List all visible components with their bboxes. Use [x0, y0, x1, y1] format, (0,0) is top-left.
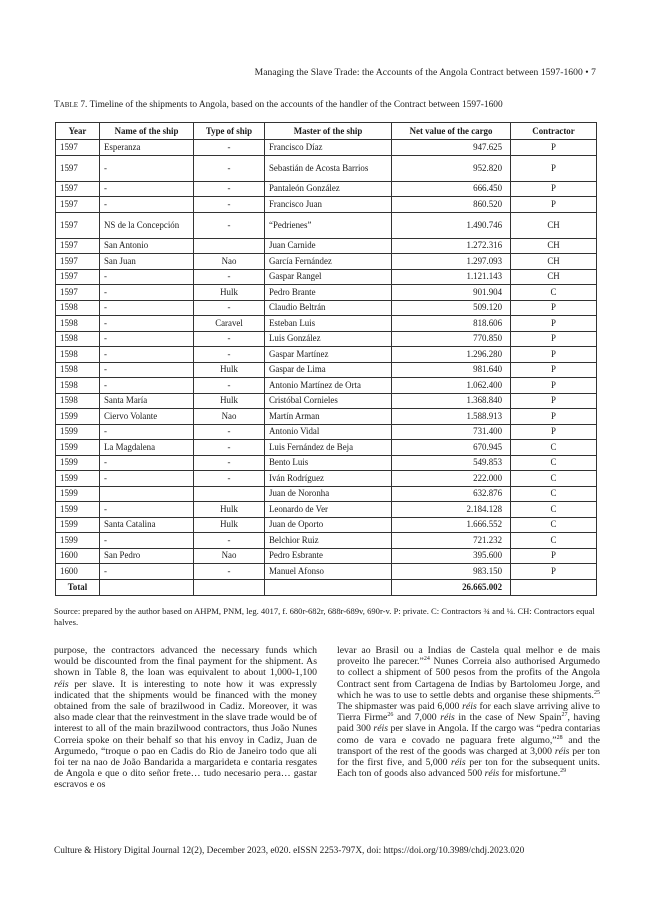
- total-empty-cell: [100, 579, 194, 595]
- total-empty-cell: [194, 579, 265, 595]
- contractor-cell: P: [511, 409, 597, 425]
- contractor-cell: P: [511, 424, 597, 440]
- net-value-cell: 1.272.316: [392, 238, 511, 254]
- contractor-cell: P: [511, 197, 597, 213]
- net-value-cell: 549.853: [392, 455, 511, 471]
- master-cell: Iván Rodríguez: [265, 471, 392, 487]
- contractor-cell: P: [511, 393, 597, 409]
- text-run: per slave in Angola. If the cargo was “pedra contarias como de vara e covado ne paguara frete algumo,”: [337, 723, 600, 746]
- ship-type-cell: -: [194, 347, 265, 363]
- table-row: [56, 533, 597, 549]
- contractor-cell: C: [511, 502, 597, 518]
- master-cell: Pedro Brante: [265, 285, 392, 301]
- year-cell: 1598: [56, 378, 100, 394]
- table-row: [56, 564, 597, 580]
- master-cell: Juan Carnide: [265, 238, 392, 254]
- net-value-cell: 1.368.840: [392, 393, 511, 409]
- net-value-cell: 509.120: [392, 300, 511, 316]
- ship-type-cell: -: [194, 471, 265, 487]
- running-head: Managing the Slave Trade: the Accounts of the Angola Contract between 1597-1600 • 7: [254, 67, 596, 78]
- caption-text: Timeline of the shipments to Angola, based on the accounts of the handler of the Contract between 1597-1600: [87, 100, 503, 110]
- text-run: The shipmaster was paid 6,000: [337, 701, 463, 713]
- net-value-cell: 395.600: [392, 548, 511, 564]
- ship-type-cell: -: [194, 300, 265, 316]
- table-row: [56, 155, 597, 181]
- contractor-cell: P: [511, 300, 597, 316]
- text-run: réis: [554, 745, 570, 757]
- ship-type-cell: [194, 238, 265, 254]
- table-source-note: Source: prepared by the author based on AHPM, PNM, leg. 4017, f. 680r-682r, 688r-689v, 690r-v. P: private. C: Contractors ¾ and ¼. CH: Contractors equal halves.: [54, 606, 595, 627]
- header-ship-type: Type of ship: [194, 123, 265, 140]
- net-value-cell: 952.820: [392, 155, 511, 181]
- table-body: [56, 140, 597, 580]
- net-value-cell: 1.296.280: [392, 347, 511, 363]
- master-cell: Juan de Noronha: [265, 486, 392, 502]
- master-cell: Martín Arman: [265, 409, 392, 425]
- master-cell: Bento Luis: [265, 455, 392, 471]
- master-cell: Francisco Juan: [265, 197, 392, 213]
- master-cell: Manuel Afonso: [265, 564, 392, 580]
- master-cell: Cristóbal Cornieles: [265, 393, 392, 409]
- caption-label: Table 7.: [54, 100, 88, 110]
- year-cell: 1597: [56, 140, 100, 156]
- ship-type-cell: Hulk: [194, 517, 265, 533]
- ship-name-cell: -: [100, 362, 194, 378]
- ship-type-cell: -: [194, 331, 265, 347]
- table-row: [56, 285, 597, 301]
- table-row: [56, 347, 597, 363]
- table-row: [56, 378, 597, 394]
- table-row: [56, 181, 597, 197]
- year-cell: 1598: [56, 331, 100, 347]
- footnote-ref: 25: [594, 689, 600, 696]
- master-cell: Pantaleón González: [265, 181, 392, 197]
- footnote-ref: 24: [423, 655, 430, 662]
- ship-type-cell: -: [194, 140, 265, 156]
- text-run: réis: [440, 712, 455, 724]
- text-run: levar ao Brasil ou a Indias de Castela qual melhor e de mais proveito lhe parecer.”: [337, 645, 600, 668]
- master-cell: Luis González: [265, 331, 392, 347]
- year-cell: 1599: [56, 440, 100, 456]
- table-row: [56, 471, 597, 487]
- footnote-ref: 27: [561, 711, 568, 718]
- table-row: [56, 331, 597, 347]
- master-cell: Antonio Vidal: [265, 424, 392, 440]
- total-empty-cell: [265, 579, 392, 595]
- table-row: [56, 440, 597, 456]
- text-run: and the transport of the rest of the goods was charged at 3,000: [337, 734, 600, 757]
- net-value-cell: 222.000: [392, 471, 511, 487]
- text-run: per ton for the first five, and 5,000: [337, 745, 600, 769]
- year-cell: 1597: [56, 254, 100, 270]
- text-run: and 7,000: [393, 712, 441, 724]
- year-cell: 1598: [56, 347, 100, 363]
- contractor-cell: C: [511, 440, 597, 456]
- master-cell: Francisco Díaz: [265, 140, 392, 156]
- contractor-cell: CH: [511, 212, 597, 238]
- text-run: Nunes Correia also authorised Argumedo to collect a shipment of 500 pesos from the profits of the Angola Contract sent from Cartagena de Indias by Bartolomeu Jorge, and which he was to use to settle debts and organise these shipments.: [337, 656, 600, 701]
- ship-name-cell: -: [100, 378, 194, 394]
- contractor-cell: P: [511, 181, 597, 197]
- net-value-cell: 770.850: [392, 331, 511, 347]
- table-row: [56, 409, 597, 425]
- footnote-ref: 26: [387, 711, 394, 718]
- net-value-cell: 2.184.128: [392, 502, 511, 518]
- year-cell: 1597: [56, 285, 100, 301]
- year-cell: 1599: [56, 409, 100, 425]
- table-row: [56, 212, 597, 238]
- table-caption: [54, 100, 503, 110]
- year-cell: 1598: [56, 300, 100, 316]
- contractor-cell: C: [511, 285, 597, 301]
- net-value-cell: 632.876: [392, 486, 511, 502]
- ship-type-cell: -: [194, 455, 265, 471]
- ship-type-cell: -: [194, 212, 265, 238]
- text-run: réis: [373, 723, 389, 735]
- master-cell: “Pedrienes”: [265, 212, 392, 238]
- master-cell: Sebastián de Acosta Barrios: [265, 155, 392, 181]
- total-empty-cell: [511, 579, 597, 595]
- net-value-cell: 981.640: [392, 362, 511, 378]
- year-cell: 1597: [56, 212, 100, 238]
- contractor-cell: CH: [511, 238, 597, 254]
- year-cell: 1600: [56, 548, 100, 564]
- text-run: réis: [484, 768, 500, 780]
- header-net-value: Net value of the cargo: [392, 123, 511, 140]
- contractor-cell: P: [511, 155, 597, 181]
- contractor-cell: P: [511, 140, 597, 156]
- year-cell: 1599: [56, 455, 100, 471]
- footnote-ref: 28: [556, 734, 563, 741]
- master-cell: Gaspar Martínez: [265, 347, 392, 363]
- ship-name-cell: San Antonio: [100, 238, 194, 254]
- year-cell: 1600: [56, 564, 100, 580]
- text-run: réis: [451, 757, 466, 769]
- ship-name-cell: -: [100, 316, 194, 332]
- ship-type-cell: [194, 486, 265, 502]
- ship-name-cell: San Juan: [100, 254, 194, 270]
- ship-name-cell: -: [100, 197, 194, 213]
- shipments-table: [55, 122, 597, 596]
- year-cell: 1597: [56, 155, 100, 181]
- table-row: [56, 486, 597, 502]
- table-total-row: [56, 579, 597, 595]
- ship-name-cell: -: [100, 155, 194, 181]
- text-run: , having paid 300: [337, 712, 601, 735]
- ship-name-cell: La Magdalena: [100, 440, 194, 456]
- net-value-cell: 947.625: [392, 140, 511, 156]
- net-value-cell: 666.450: [392, 181, 511, 197]
- ship-name-cell: -: [100, 502, 194, 518]
- net-value-cell: 731.400: [392, 424, 511, 440]
- ship-name-cell: Ciervo Volante: [100, 409, 194, 425]
- ship-type-cell: Caravel: [194, 316, 265, 332]
- table-row: [56, 238, 597, 254]
- text-run: for misfortune.: [499, 768, 561, 780]
- body-text-left-column: [54, 645, 317, 791]
- year-cell: 1597: [56, 269, 100, 285]
- ship-name-cell: -: [100, 564, 194, 580]
- table-row: [56, 517, 597, 533]
- net-value-cell: 901.904: [392, 285, 511, 301]
- contractor-cell: P: [511, 548, 597, 564]
- table-row: [56, 197, 597, 213]
- ship-name-cell: -: [100, 285, 194, 301]
- ship-name-cell: Santa Catalina: [100, 517, 194, 533]
- total-value: 26.665.002: [392, 579, 511, 595]
- year-cell: 1598: [56, 316, 100, 332]
- text-run: réis: [462, 701, 477, 713]
- ship-type-cell: Nao: [194, 548, 265, 564]
- ship-name-cell: [100, 486, 194, 502]
- text-run: per ton for the subsequent units. Each ton of goods also advanced 500: [337, 757, 600, 780]
- body-text-right-column: [337, 645, 600, 779]
- ship-type-cell: Nao: [194, 409, 265, 425]
- master-cell: Pedro Esbrante: [265, 548, 392, 564]
- ship-type-cell: -: [194, 155, 265, 181]
- year-cell: 1599: [56, 502, 100, 518]
- master-cell: García Fernández: [265, 254, 392, 270]
- net-value-cell: 860.520: [392, 197, 511, 213]
- table-row: [56, 300, 597, 316]
- ship-type-cell: -: [194, 181, 265, 197]
- ship-type-cell: -: [194, 269, 265, 285]
- master-cell: Leonardo de Ver: [265, 502, 392, 518]
- ship-name-cell: Santa María: [100, 393, 194, 409]
- net-value-cell: 721.232: [392, 533, 511, 549]
- ship-type-cell: Hulk: [194, 285, 265, 301]
- table-row: [56, 362, 597, 378]
- contractor-cell: CH: [511, 254, 597, 270]
- table-row: [56, 548, 597, 564]
- ship-type-cell: -: [194, 197, 265, 213]
- table-row: [56, 455, 597, 471]
- ship-type-cell: -: [194, 533, 265, 549]
- net-value-cell: 1.666.552: [392, 517, 511, 533]
- year-cell: 1599: [56, 533, 100, 549]
- ship-name-cell: -: [100, 455, 194, 471]
- ship-type-cell: -: [194, 378, 265, 394]
- contractor-cell: C: [511, 517, 597, 533]
- year-cell: 1597: [56, 238, 100, 254]
- text-run: purpose, the contractors advanced the necessary funds which would be discounted from the final payment for the shipment. As shown in Table 8, the loan was equivalent to about 1,000-1,100: [54, 645, 317, 679]
- master-cell: Antonio Martínez de Orta: [265, 378, 392, 394]
- net-value-cell: 818.606: [392, 316, 511, 332]
- ship-type-cell: Hulk: [194, 502, 265, 518]
- contractor-cell: C: [511, 486, 597, 502]
- year-cell: 1598: [56, 393, 100, 409]
- ship-name-cell: Esperanza: [100, 140, 194, 156]
- master-cell: Gaspar Rangel: [265, 269, 392, 285]
- page-footer: Culture & History Digital Journal 12(2), December 2023, e020. eISSN 2253-797X, doi: https://doi.org/10.3989/chdj.2023.020: [54, 846, 525, 856]
- net-value-cell: 1.121.143: [392, 269, 511, 285]
- contractor-cell: P: [511, 362, 597, 378]
- table-row: [56, 140, 597, 156]
- header-master: Master of the ship: [265, 123, 392, 140]
- table-row: [56, 424, 597, 440]
- year-cell: 1598: [56, 362, 100, 378]
- contractor-cell: P: [511, 316, 597, 332]
- text-run: for each slave arriving alive to Tierra Firme: [337, 701, 600, 724]
- ship-type-cell: -: [194, 564, 265, 580]
- ship-type-cell: Nao: [194, 254, 265, 270]
- master-cell: Esteban Luis: [265, 316, 392, 332]
- ship-name-cell: -: [100, 471, 194, 487]
- table-row: [56, 316, 597, 332]
- ship-name-cell: -: [100, 347, 194, 363]
- contractor-cell: C: [511, 455, 597, 471]
- ship-name-cell: -: [100, 331, 194, 347]
- net-value-cell: 670.945: [392, 440, 511, 456]
- ship-name-cell: -: [100, 181, 194, 197]
- year-cell: 1599: [56, 424, 100, 440]
- footnote-ref: 29: [560, 767, 567, 774]
- contractor-cell: C: [511, 533, 597, 549]
- year-cell: 1599: [56, 517, 100, 533]
- master-cell: Gaspar de Lima: [265, 362, 392, 378]
- table-header-row: [56, 123, 597, 140]
- ship-name-cell: -: [100, 533, 194, 549]
- ship-name-cell: -: [100, 300, 194, 316]
- net-value-cell: 1.490.746: [392, 212, 511, 238]
- text-run: in the case of New Spain: [454, 712, 562, 724]
- year-cell: 1597: [56, 197, 100, 213]
- table-row: [56, 393, 597, 409]
- master-cell: Belchior Ruiz: [265, 533, 392, 549]
- contractor-cell: P: [511, 378, 597, 394]
- contractor-cell: P: [511, 564, 597, 580]
- contractor-cell: P: [511, 331, 597, 347]
- net-value-cell: 1.062.400: [392, 378, 511, 394]
- text-run: per slave. It is interesting to note how it was expressly indicated that the shipments would be financed with the money obtained from the sale of brazilwood in Cadiz. Moreover, it was also made clear that the reinvestment in the slave trade would be of interest to all of the main brazilwood contractors, thus João Nunes Correia spoke on their behalf so that his envoy in Cadiz, Juan de Argumedo, “troque o pao en Cadis do Rio de Janeiro todo que ali foi ter na nao de João Bandarida a margarideta e contaria resgates de Angola e que o dito señor frete… tudo necesario pera… gastar escravos e os: [54, 678, 317, 791]
- header-year: Year: [56, 123, 100, 140]
- master-cell: Luis Fernández de Beja: [265, 440, 392, 456]
- ship-type-cell: -: [194, 440, 265, 456]
- table-row: [56, 254, 597, 270]
- ship-name-cell: -: [100, 269, 194, 285]
- net-value-cell: 1.588.913: [392, 409, 511, 425]
- year-cell: 1599: [56, 471, 100, 487]
- master-cell: Claudio Beltrán: [265, 300, 392, 316]
- ship-name-cell: -: [100, 424, 194, 440]
- ship-type-cell: Hulk: [194, 362, 265, 378]
- master-cell: Juan de Oporto: [265, 517, 392, 533]
- contractor-cell: C: [511, 471, 597, 487]
- ship-type-cell: -: [194, 424, 265, 440]
- ship-name-cell: San Pedro: [100, 548, 194, 564]
- header-ship-name: Name of the ship: [100, 123, 194, 140]
- table-row: [56, 502, 597, 518]
- header-contractor: Contractor: [511, 123, 597, 140]
- contractor-cell: P: [511, 347, 597, 363]
- text-run: réis: [54, 678, 69, 690]
- net-value-cell: 1.297.093: [392, 254, 511, 270]
- net-value-cell: 983.150: [392, 564, 511, 580]
- total-label: Total: [56, 579, 100, 595]
- year-cell: 1599: [56, 486, 100, 502]
- table-row: [56, 269, 597, 285]
- ship-type-cell: Hulk: [194, 393, 265, 409]
- contractor-cell: CH: [511, 269, 597, 285]
- ship-name-cell: NS de la Concepción: [100, 212, 194, 238]
- year-cell: 1597: [56, 181, 100, 197]
